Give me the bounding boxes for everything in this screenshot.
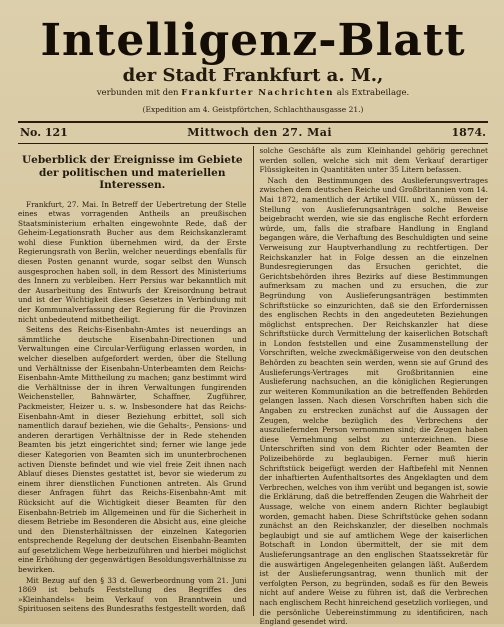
article-headline: Ueberblick der Ereignisse im Gebiete der politischen und materiellen Interessen.: [21, 154, 243, 191]
issue-year: 1874.: [451, 126, 486, 139]
newspaper-subtitle: der Stadt Frankfurt a. M.,: [122, 65, 384, 86]
subline-suffix: als Extrabeilage.: [336, 88, 410, 98]
article-paragraph: Mit Bezug auf den § 33 d. Gewerbeordnung vom 21. Juni 1869 ist behufs Feststellung des Begriffes des »Kleinhandels« beim Verkauf von Branntwein und Spirituosen seitens des Bundesraths festgestellt worden, daß: [18, 575, 247, 614]
article-paragraph: Nach den Bestimmungen des Auslieferungsvertrages zwischen dem deutschen Reiche und Großbritannien vom 14. Mai 1872, namentlich der Artikel VIII. und X., müssen der Stellung von Auslieferungsanträgen solche Beweise beigebracht werden, wie sie das englische Recht erfordern würde, um, falls die strafbare Handlung in England begangen wäre, die Verhaftung des Beschuldigten und seine Verweisung zur Hauptverhandlung zu rechtfertigen. Der Reichskanzler hat in Folge dessen an die einzelnen Bundesregierungen das Ersuchen gerichtet, die Gerichtsbehörden ihres Bezirks auf diese Bestimmungen aufmerksam zu machen und zu ersuchen, die zur Begründung von Auslieferungsanträgen bestimmten Schriftstücke so einzurichten, daß sie den Erfordernissen des englischen Rechts in den angedeuteten Beziehungen möglichst entsprechen. Der Reichskanzler hat diese Schriftstücke durch Vermittelung der kaiserlichen Botschaft in London feststellen und eine Zusammenstellung der Vorschriften, welche zweckmäßigerweise von den deutschen Behörden zu beachten sein werden, wenn sie auf Grund des Auslieferungs-Vertrages mit Großbritannien eine Auslieferung nachsuchen, an die königlichen Regierungen zur weiteren Kommunikation an die betreffenden Behörden gelangen lassen. Nach diesen Vorschriften haben sich die Angaben zu erstrecken zunächst auf die Aussagen der Zeugen, welche bezüglich des Verbrechens der auszuliefernden Person vernommen sind; die Zeugen haben diese Vernehmung selbst zu unterzeichnen. Diese Unterschriften sind von dem Richter oder Beamten der Polizeibehörde zu beglaubigen. Ferner muß hierin Schriftstück beigefügt werden der Haftbefehl mit Nennen der inhaftierten Aufenthaltsortes des Angeklagten und dem Verbrechen, welches von ihm verübt und begangen ist, sowie die Erklärung, daß die betreffenden Zeugen die Wahrheit der Aussage, welche von einem andern Richter beglaubigt worden, gemacht haben. Diese Schriftstücke gehen sodann zunächst an den Reichskanzler, der dieselben nochmals beglaubigt und sie auf amtlichem Wege der kaiserlichen Botschaft in London übermittelt, der sie mit dem Auslieferungsantrage an den englischen Staatssekretär für die auswärtigen Angelegenheiten gelangen läßt. Außerdem ist der Auslieferungsantrag, wenn thunlich mit der verfolgten Person, zu begründen, sodaß es für den Beweis nicht auf andere Weise zu führen ist, daß die Verbrechen nach englischem Recht hinreichend gesetzlich vorliegen, und die persönliche Uebereinstimmung zu identificiren, nach England gesendet wird.: [259, 175, 488, 627]
issue-date: Mittwoch den 27. Mai: [187, 126, 333, 139]
subline-paper-name: Frankfurter Nachrichten: [181, 88, 334, 98]
issue-number: No. 121: [20, 126, 68, 139]
article-paragraph: Frankfurt, 27. Mai. In Betreff der Uebertretung der Stelle eines etwas vorragenden Antheils an preußischen Staatsministerium erhalten eingewohnte Rede, daß der Geheim-Legationsrath Bucher aus dem Reichskanzleramt wohl diese Funktion übernehmen wird, da der Erste Regierungsrath von Berlin, welcher neuerdings ebenfalls für diesen Posten genannt wurde, sogar selbst den Wunsch ausgesprochen haben soll, in dem Ressort des Ministeriums des Innern zu verbleiben. Herr Persius war bekanntlich mit der Ausarbeitung des Entwurfs der Kreisordnung betraut und ist der Wichtigkeit dieses Gesetzes in Verbindung mit der Kommunalverfassung der Regierung für die Provinzen nicht unbedeutend mitbetheiligt.: [18, 199, 247, 324]
left-column: [18, 146, 253, 616]
dateline-rule: [18, 143, 488, 144]
subline-prefix: verbunden mit den: [96, 88, 179, 98]
article-paragraph: solche Geschäfte als zum Kleinhandel gehörig gerechnet werden sollen, welche sich mit dem Verkauf derartiger Flüssigkeiten in Quantitäten unter 35 Litern befassen.: [259, 146, 488, 175]
dateline: [18, 123, 488, 141]
right-column: [254, 146, 489, 627]
subline: [18, 88, 488, 99]
article-paragraph: Seitens des Reichs-Eisenbahn-Amtes ist neuerdings an sämmtliche deutsche Eisenbahn-Directionen und Verwaltungen eine Circular-Verfügung erlassen worden, in welcher dieselben aufgefordert werden, über die Stellung und Verhältnisse der Eisenbahn-Unterbeamten dem Reichs-Eisenbahn-Amte Mittheilung zu machen; ganz bestimmt wird die Verhältnisse der in ihren Verwaltungen fungirenden Weichensteller, Bahnwärter, Schaffner, Zugführer, Packmeister, Heizer u. s. w. Insbesondere hat das Reichs-Eisenbahn-Amt in dieser Beziehung erbittet, soll sich namentlich darauf beziehen, wie die Gehalts-, Pensions- und anderen derartigen Verhältnisse der in Rede stehenden Beamten bis jetzt eingerichtet sind; ferner wie lange jede dieser Kategorien von Beamten sich im ununterbrochenen activen Dienste befindet und wie viel freie Zeit ihnen nach Ablauf dieses Dienstes gestattet ist, bevor sie wiederum zu einem ihrer dienstlichen Functionen antreten. Als Grund dieser Anfragen führt das Reichs-Eisenbahn-Amt mit Rücksicht auf die Wichtigkeit dieser Beamten für den Eisenbahn-Betrieb im Allgemeinen und für die Sicherheit in diesem Betriebe im Besonderen die Absicht aus, eine gleiche und den Diensterhältnissen der einzelnen Kategorien entsprechende Regelung der deutschen Eisenbahn-Beamten auf gesetzlichem Wege herbeizuführen und hierbei möglichst eine Erhöhung der gegenwärtigen Besoldungsverhältnisse zu bewirken.: [18, 325, 247, 575]
masthead: [18, 15, 488, 115]
columns: [18, 146, 488, 627]
expedition-address: (Expedition am 4. Geistpförtchen, Schlachthausgasse 21.): [142, 105, 364, 114]
newspaper-title: Intelligenz-Blatt: [40, 15, 466, 66]
